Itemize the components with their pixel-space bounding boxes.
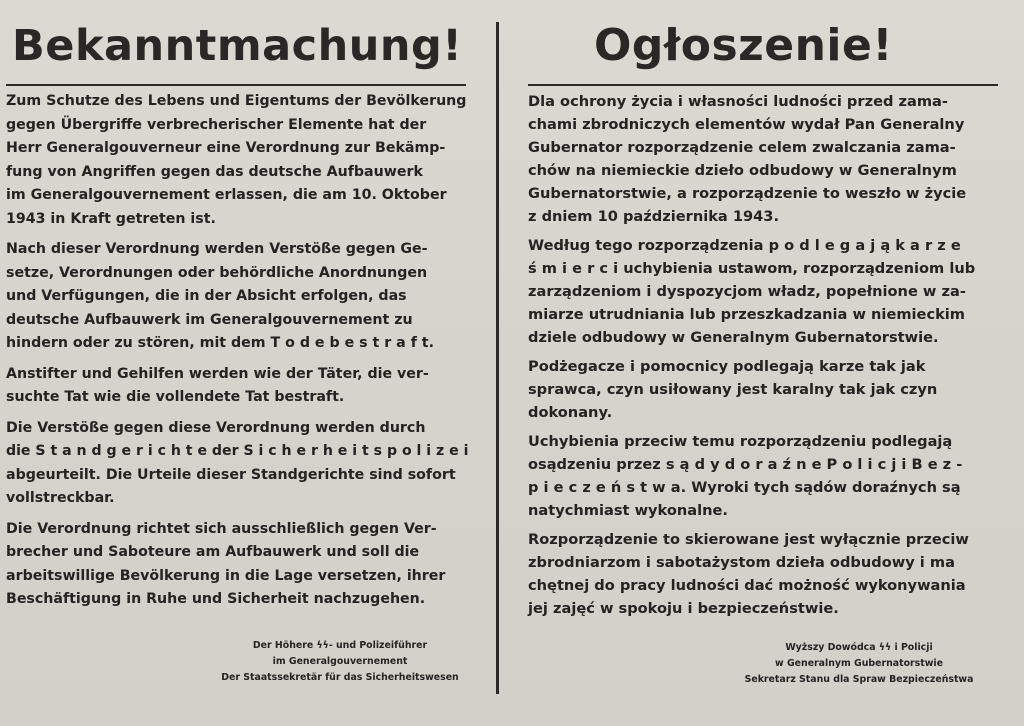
german-rule <box>6 84 466 86</box>
text-line: Według tego rozporządzenia p o d l e g a j ą k a r z e <box>528 237 961 254</box>
text-line: ś m i e r c i uchybienia ustawom, rozporządzeniom lub <box>528 260 976 277</box>
text-line: arbeitswillige Bevölkerung in die Lage versetzen, ihrer <box>6 567 446 584</box>
text-line: Uchybienia przeciw temu rozporządzeniu podlegają <box>528 433 953 450</box>
german-signature <box>212 638 468 686</box>
text-line: 1943 in Kraft getreten ist. <box>6 210 216 227</box>
polish-rule <box>528 84 998 86</box>
text-line: Gubernatorstwie, a rozporządzenie to weszło w życie <box>528 185 967 202</box>
text-line: Nach dieser Verordnung werden Verstöße gegen Ge- <box>6 241 428 257</box>
column-divider <box>496 22 499 694</box>
polish-paragraph-2 <box>528 234 1000 349</box>
polish-signature <box>724 640 994 688</box>
german-column <box>6 0 469 683</box>
text-line: Gubernator rozporządzenie celem zwalczania zama- <box>528 139 956 156</box>
german-paragraph-5 <box>6 518 468 612</box>
text-line: Beschäftigung in Ruhe und Sicherheit nachzugehen. <box>6 591 426 607</box>
text-line: die S t a n d g e r i c h t e der S i c h e r h e i t s p o l i z e i <box>6 443 469 459</box>
german-paragraph-2 <box>6 238 468 356</box>
signature-line: Der Staatssekretär für das Sicherheitswesen <box>221 672 459 683</box>
text-line: chów na niemieckie dzieło odbudowy w Generalnym <box>528 162 957 179</box>
text-line: dokonany. <box>528 404 613 421</box>
text-line: abgeurteilt. Die Urteile dieser Standgerichte sind sofort <box>6 466 456 483</box>
text-line: setze, Verordnungen oder behördliche Anordnungen <box>6 264 428 281</box>
text-line: und Verfügungen, die in der Absicht erfolgen, das <box>6 288 407 304</box>
german-paragraph-4 <box>6 417 468 511</box>
text-line: sprawca, czyn usiłowany jest karalny tak jak czyn <box>528 381 938 398</box>
polish-title: Ogłoszenie! <box>594 20 893 71</box>
signature-line: Wyższy Dowódca ϟϟ i Policji <box>785 642 933 653</box>
signature-line: Sekretarz Stanu dla Spraw Bezpieczeństwa <box>744 674 974 685</box>
text-line: zarządzeniom i dyspozycjom władz, popełnione w za- <box>528 283 966 300</box>
german-paragraph-1 <box>6 90 468 231</box>
signature-line: w Generalnym Gubernatorstwie <box>775 658 943 669</box>
text-line: osądzeniu przez s ą d y d o r a ź n e P o l i c j i B e z - <box>528 456 963 473</box>
text-line: chami zbrodniczych elementów wydał Pan Generalny <box>528 116 965 133</box>
text-line: chętnej do pracy ludności dać możność wykonywania <box>528 577 966 594</box>
text-line: zbrodniarzom i sabotażystom dzieła odbudowy i ma <box>528 554 955 571</box>
text-line: p i e c z e ń s t w a. Wyroki tych sądów doraźnych są <box>528 479 961 496</box>
polish-paragraph-5 <box>528 528 1000 620</box>
polish-paragraph-3 <box>528 355 1000 424</box>
text-line: vollstreckbar. <box>6 490 115 506</box>
signature-line: im Generalgouvernement <box>272 656 408 667</box>
german-title: Bekanntmachung! <box>12 21 463 71</box>
text-line: Die Verstöße gegen diese Verordnung werden durch <box>6 419 426 436</box>
text-line: Rozporządzenie to skierowane jest wyłącznie przeciw <box>528 531 969 548</box>
text-line: miarze utrudniania lub przeszkadzania w niemieckim <box>528 306 966 323</box>
text-line: gegen Übergriffe verbrecherischer Elemente hat der <box>6 116 427 133</box>
text-line: suchte Tat wie die vollendete Tat bestraft. <box>6 389 345 405</box>
text-line: brecher und Saboteure am Aufbauwerk und soll die <box>6 544 420 560</box>
text-line: Dla ochrony życia i własności ludności przed zama- <box>528 93 948 110</box>
text-line: Zum Schutze des Lebens und Eigentums der Bevölkerung <box>6 93 467 109</box>
text-line: dziele odbudowy w Generalnym Gubernatorstwie. <box>528 329 939 346</box>
signature-line: Der Höhere ϟϟ- und Polizeiführer <box>252 640 428 651</box>
text-line: deutsche Aufbauwerk im Generalgouvernement zu <box>6 311 413 328</box>
polish-paragraph-4 <box>528 430 1000 522</box>
polish-column <box>528 0 1000 685</box>
text-line: Anstifter und Gehilfen werden wie der Täter, die ver- <box>6 365 429 382</box>
polish-paragraph-1 <box>528 90 1000 228</box>
text-line: hindern oder zu stören, mit dem T o d e b e s t r a f t. <box>6 335 434 351</box>
text-line: z dniem 10 października 1943. <box>528 208 780 225</box>
text-line: Die Verordnung richtet sich ausschließlich gegen Ver- <box>6 520 437 537</box>
text-line: Herr Generalgouverneur eine Verordnung zur Bekämp- <box>6 140 446 156</box>
german-paragraph-3 <box>6 363 468 410</box>
text-line: Podżegacze i pomocnicy podlegają karze tak jak <box>528 358 926 375</box>
text-line: natychmiast wykonalne. <box>528 502 728 519</box>
text-line: jej zajęć w spokoju i bezpieczeństwie. <box>528 600 839 617</box>
text-line: im Generalgouvernement erlassen, die am 10. Oktober <box>6 187 447 203</box>
text-line: fung von Angriffen gegen das deutsche Aufbauwerk <box>6 163 423 180</box>
